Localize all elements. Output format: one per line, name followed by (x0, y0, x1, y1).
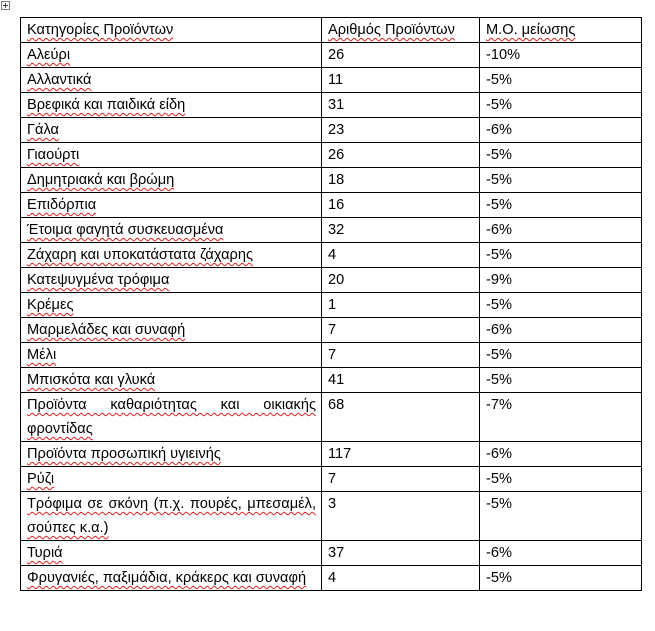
reduction-cell[interactable]: -5% (480, 143, 642, 168)
category-text: Τυριά (27, 545, 63, 561)
table-body (21, 43, 642, 591)
reduction-cell[interactable]: -10% (480, 43, 642, 68)
table-row (21, 243, 642, 268)
table-row (21, 368, 642, 393)
count-cell[interactable]: 41 (322, 368, 480, 393)
category-text: Ρύζι (27, 471, 55, 487)
reduction-cell[interactable]: -5% (480, 566, 642, 591)
category-text: Βρεφικά και παιδικά είδη (27, 97, 186, 113)
category-cell[interactable] (21, 467, 322, 492)
reduction-cell[interactable]: -6% (480, 442, 642, 467)
reduction-cell[interactable]: -6% (480, 118, 642, 143)
category-cell[interactable] (21, 243, 322, 268)
category-text: Μαρμελάδες και συναφή (27, 322, 186, 338)
reduction-cell[interactable]: -5% (480, 467, 642, 492)
category-text: Κατεψυγμένα τρόφιμα (27, 272, 170, 288)
reduction-cell[interactable]: -9% (480, 268, 642, 293)
category-cell[interactable] (21, 143, 322, 168)
table-row (21, 393, 642, 442)
reduction-cell[interactable]: -6% (480, 218, 642, 243)
table-row (21, 193, 642, 218)
category-text: Γιαούρτι (27, 147, 80, 163)
category-text: Επιδόρπια (27, 197, 97, 213)
category-cell[interactable] (21, 566, 322, 591)
category-text: Αλλαντικά (27, 72, 92, 88)
reduction-cell[interactable]: -5% (480, 243, 642, 268)
category-text: Δημητριακά και βρώμη (27, 172, 175, 188)
category-cell[interactable] (21, 492, 322, 541)
category-text: Ζάχαρη και υποκατάστατα ζάχαρης (27, 247, 253, 263)
count-cell[interactable]: 7 (322, 467, 480, 492)
reduction-cell[interactable]: -5% (480, 93, 642, 118)
count-cell[interactable]: 20 (322, 268, 480, 293)
count-cell[interactable]: 26 (322, 143, 480, 168)
header-reduction-text: Μ.Ο. μείωσης (486, 22, 576, 38)
category-cell[interactable] (21, 43, 322, 68)
count-cell[interactable]: 11 (322, 68, 480, 93)
category-cell[interactable] (21, 442, 322, 467)
count-cell[interactable]: 117 (322, 442, 480, 467)
header-row (21, 18, 642, 43)
table-row (21, 566, 642, 591)
table-row (21, 143, 642, 168)
category-cell[interactable] (21, 393, 322, 442)
category-cell[interactable] (21, 68, 322, 93)
count-cell[interactable]: 1 (322, 293, 480, 318)
table-header (21, 18, 642, 43)
reduction-cell[interactable]: -5% (480, 68, 642, 93)
count-cell[interactable]: 18 (322, 168, 480, 193)
table-row (21, 268, 642, 293)
reduction-cell[interactable]: -5% (480, 168, 642, 193)
table-row (21, 68, 642, 93)
table-row (21, 118, 642, 143)
category-text: Μπισκότα και γλυκά (27, 372, 156, 388)
count-cell[interactable]: 26 (322, 43, 480, 68)
count-cell[interactable]: 31 (322, 93, 480, 118)
category-cell[interactable] (21, 218, 322, 243)
category-cell[interactable] (21, 193, 322, 218)
category-cell[interactable] (21, 93, 322, 118)
category-text: Κρέμες (27, 297, 74, 313)
reduction-cell[interactable]: -5% (480, 368, 642, 393)
table-row (21, 318, 642, 343)
category-cell[interactable] (21, 343, 322, 368)
category-text: Φρυγανιές, παξιμάδια, κράκερς και συναφή (27, 570, 307, 586)
count-cell[interactable]: 7 (322, 343, 480, 368)
header-category[interactable] (21, 18, 322, 43)
category-cell[interactable] (21, 318, 322, 343)
product-categories-table (20, 17, 642, 591)
category-cell[interactable] (21, 541, 322, 566)
header-count-text: Αριθμός Προϊόντων (328, 22, 455, 38)
count-cell[interactable]: 7 (322, 318, 480, 343)
table-row (21, 293, 642, 318)
category-cell[interactable] (21, 118, 322, 143)
header-category-text: Κατηγορίες Προϊόντων (27, 22, 174, 38)
category-cell[interactable] (21, 293, 322, 318)
reduction-cell[interactable]: -5% (480, 492, 642, 541)
table-row (21, 43, 642, 68)
category-text: Τρόφιμα σε σκόνη (π.χ. πουρές, μπεσαμέλ, σούπες κ.α.) (27, 496, 316, 536)
reduction-cell[interactable]: -5% (480, 293, 642, 318)
count-cell[interactable]: 37 (322, 541, 480, 566)
table-row (21, 168, 642, 193)
header-reduction[interactable] (480, 18, 642, 43)
count-cell[interactable]: 4 (322, 566, 480, 591)
table-move-handle-icon[interactable] (1, 1, 10, 10)
table-row (21, 93, 642, 118)
category-cell[interactable] (21, 168, 322, 193)
category-cell[interactable] (21, 368, 322, 393)
table-row (21, 343, 642, 368)
category-text: Μέλι (27, 347, 57, 363)
count-cell[interactable]: 4 (322, 243, 480, 268)
count-cell[interactable]: 16 (322, 193, 480, 218)
table-row (21, 218, 642, 243)
header-count[interactable] (322, 18, 480, 43)
table-row (21, 467, 642, 492)
category-text: Προϊόντα καθαριότητας και οικιακής φροντίδας (27, 397, 316, 437)
category-text: Αλεύρι (27, 47, 71, 63)
count-cell[interactable]: 23 (322, 118, 480, 143)
category-text: Προϊόντα προσωπική υγιεινής (27, 446, 221, 462)
reduction-cell[interactable]: -6% (480, 541, 642, 566)
category-text: Έτοιμα φαγητά συσκευασμένα (27, 222, 224, 238)
reduction-cell[interactable]: -6% (480, 318, 642, 343)
count-cell[interactable]: 32 (322, 218, 480, 243)
reduction-cell[interactable]: -7% (480, 393, 642, 442)
table-row (21, 492, 642, 541)
table-row (21, 541, 642, 566)
reduction-cell[interactable]: -5% (480, 343, 642, 368)
category-cell[interactable] (21, 268, 322, 293)
count-cell[interactable]: 68 (322, 393, 480, 442)
category-text: Γάλα (27, 122, 59, 138)
reduction-cell[interactable]: -5% (480, 193, 642, 218)
table-row (21, 442, 642, 467)
count-cell[interactable]: 3 (322, 492, 480, 541)
